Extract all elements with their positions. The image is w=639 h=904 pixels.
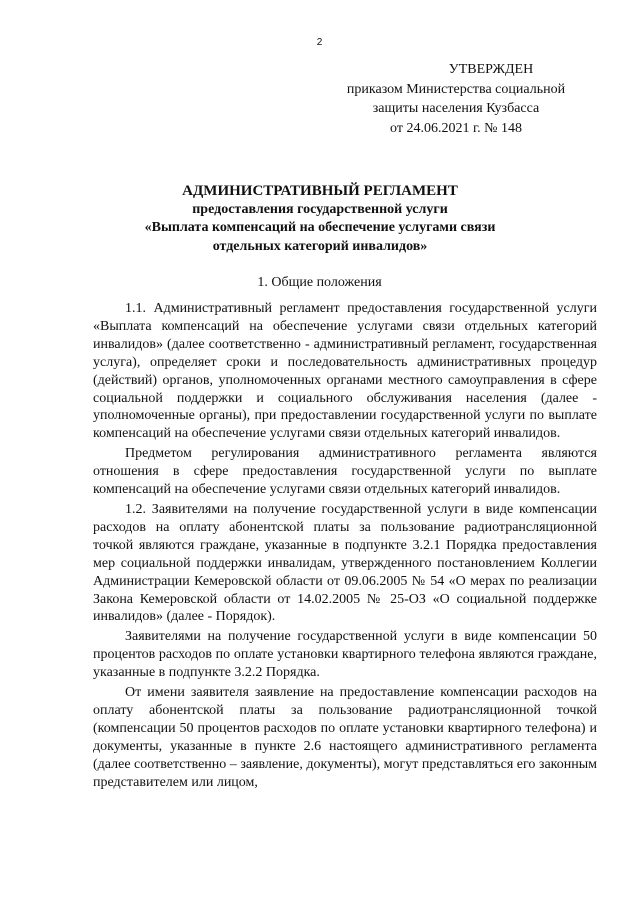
title-sub-1: предоставления государственной услуги [192, 201, 448, 217]
paragraph-1-2: 1.2. Заявителями на получение государственной услуги в виде компенсации расходов на оплату абонентской платы за пользование радиотрансляционной точкой являются граждане, указанные в подпункте 3.2.1 Порядка предоставления мер социальной поддержки инвалидам, утвержденного постановлением Коллегии Администрации Кемеровской области от 09.06.2005 № 54 «О мерах по реализации Закона Кемеровской области от 14.02.2005 № 25-ОЗ «О социальной поддержке инвалидов» (далее - Порядок). [93, 501, 597, 625]
approval-line-date: от 24.06.2021 г. № 148 [390, 120, 522, 136]
approval-block [321, 60, 591, 138]
title-main: АДМИНИСТРАТИВНЫЙ РЕГЛАМЕНТ [182, 183, 458, 199]
page-number: 2 [316, 37, 323, 48]
paragraph-representative: От имени заявителя заявление на предоставление компенсации расходов на оплату абонентской платы за пользование радиотрансляционной точкой (компенсации 50 процентов расходов по оплате установки квартирного телефона) и документы, указанные в пункте 2.6 настоящего административного регламента (далее соответственно – заявление, документы), могут представляться его законным представителем или лицом, [93, 685, 597, 790]
title-sub-3: отдельных категорий инвалидов» [212, 238, 428, 254]
document-title [60, 182, 580, 256]
paragraph-subject: Предметом регулирования административного регламента являются отношения в сфере предоставления государственной услуги по выплате компенсаций на обеспечение услугами связи отдельных категорий инвалидов. [93, 446, 597, 498]
paragraph-1-1: 1.1. Административный регламент предоставления государственной услуги «Выплата компенсаций на обеспечение услугами связи отдельных категорий инвалидов» (далее соответственно - административный регламент, государственная услуга), определяет сроки и последовательность административных процедур (действий) органов, уполномоченных органами местного самоуправления в сфере социальной поддержки и социального обслуживания населения (далее - уполномоченные органы), при предоставлении государственной услуги по выплате компенсаций на обеспечение услугами связи отдельных категорий инвалидов. [93, 301, 597, 442]
section-heading: 1. Общие положения [257, 275, 382, 290]
approval-line-ministry: защиты населения Кузбасса [372, 101, 540, 116]
title-sub-2: «Выплата компенсаций на обеспечение услугами связи [144, 220, 496, 235]
paragraph-applicants-telephone: Заявителями на получение государственной услуги в виде компенсации 50 процентов расходов по оплате установки квартирного телефона являются граждане, указанные в подпункте 3.2.2 Порядка. [93, 629, 597, 681]
approval-line-order: приказом Министерства социальной [346, 81, 566, 97]
document-body [93, 300, 597, 793]
approval-line-approved: УТВЕРЖДЕН [448, 62, 534, 77]
